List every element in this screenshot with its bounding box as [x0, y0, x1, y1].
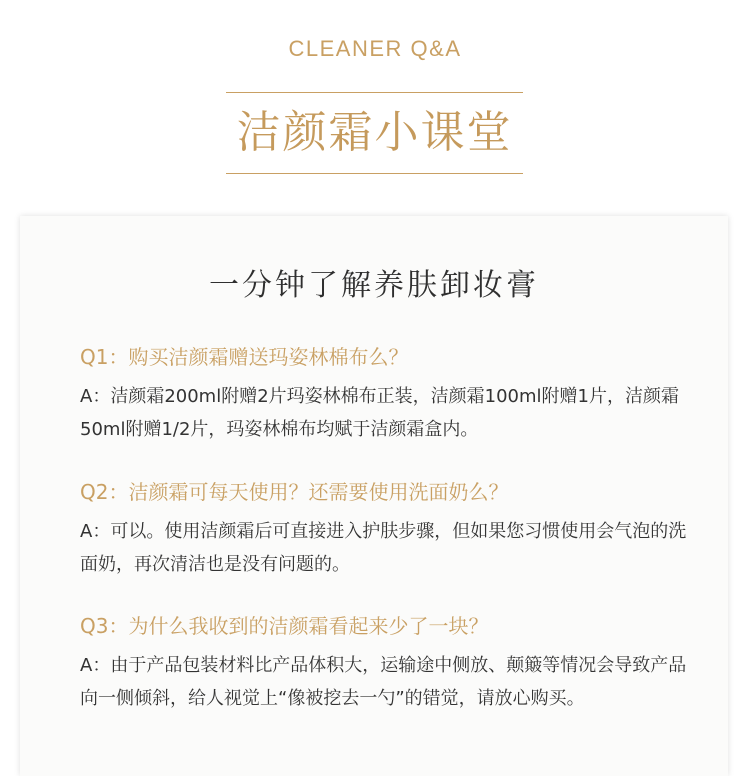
question-text: Q1：购买洁颜霜赠送玛姿林棉布么？ — [80, 345, 409, 369]
section-eyebrow: CLEANER Q&A — [288, 36, 462, 61]
answer-text: A：由于产品包装材料比产品体积大，运输途中侧放、颠簸等情况会导致产品向一侧倾斜，给人视觉上“像被挖去一勺”的错觉，请放心购买。 — [80, 655, 687, 709]
qa-item — [80, 344, 690, 446]
answer-text: A：洁颜霜200ml附赠2片玛姿林棉布正装，洁颜霜100ml附赠1片，洁颜霜50ml附赠1/2片，玛姿林棉布均赋于洁颜霜盒内。 — [80, 386, 679, 440]
title-frame — [226, 92, 523, 174]
question-text: Q2：洁颜霜可每天使用？还需要使用洗面奶么？ — [80, 480, 509, 504]
qa-item — [80, 479, 690, 581]
question-text: Q3：为什么我收到的洁颜霜看起来少了一块？ — [80, 614, 489, 638]
qa-item — [80, 613, 690, 715]
card-title: 一分钟了解养肤卸妆膏 — [209, 268, 539, 303]
answer-text: A：可以。使用洁颜霜后可直接进入护肤步骤，但如果您习惯使用会气泡的洗面奶，再次清洁也是没有问题的。 — [80, 521, 687, 575]
page-title: 洁颜霜小课堂 — [236, 107, 513, 158]
qa-card — [20, 216, 728, 776]
